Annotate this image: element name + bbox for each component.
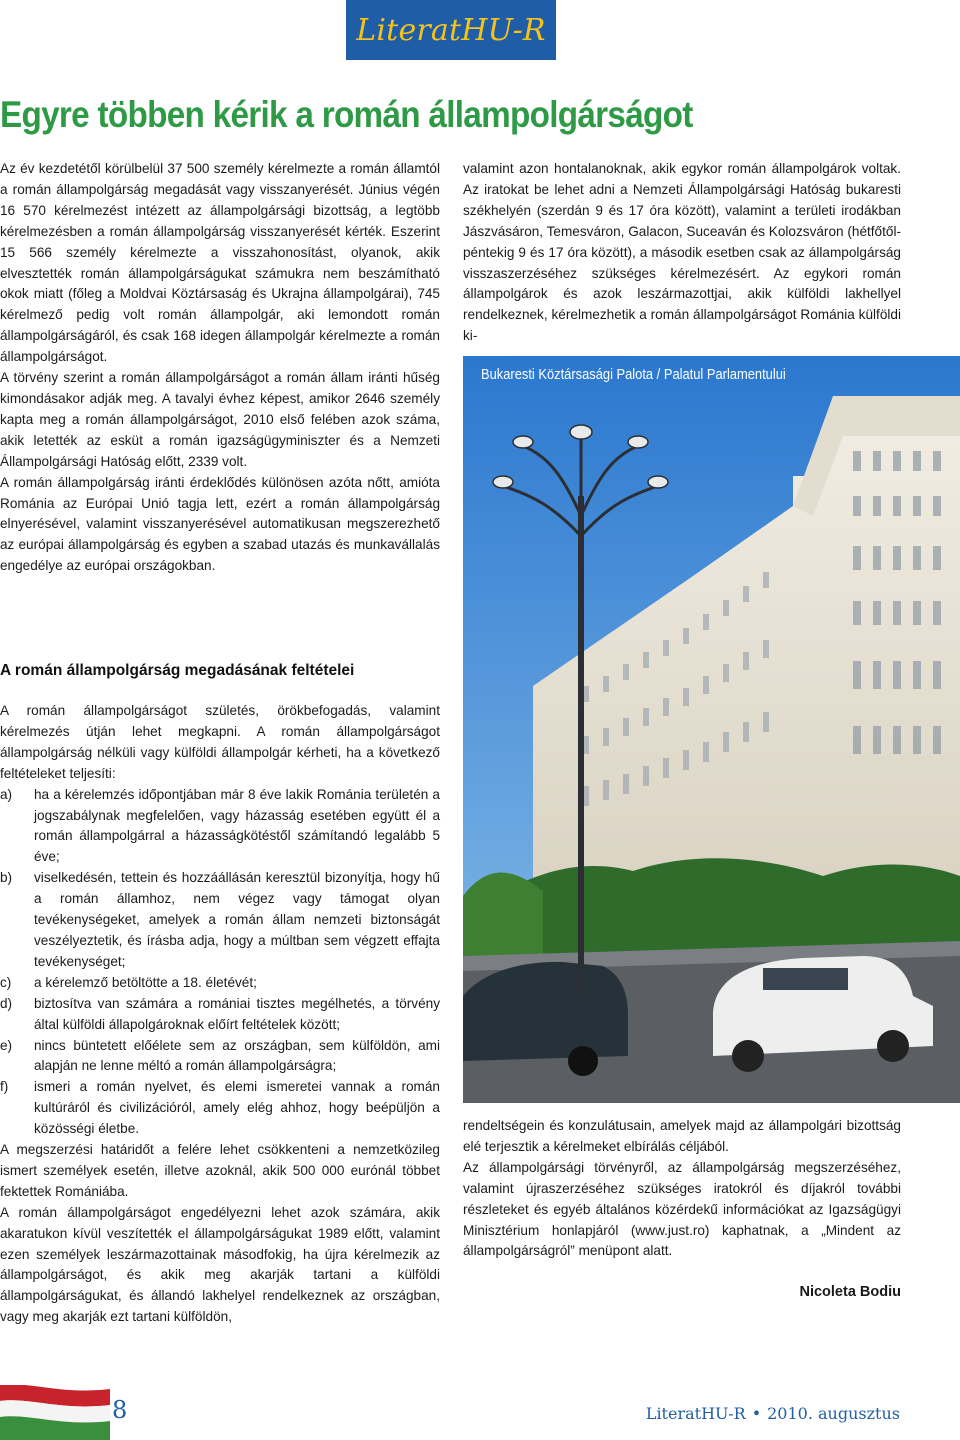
- body-paragraph: A román állampolgárságot születés, örökbefogadás, valamint kérelmezés útján lehet megkapni. A román állampolgárságot állampolgárság nélküli vagy külföldi állampolgár kérheti, ha a következő feltételeket teljesíti:: [0, 703, 440, 781]
- condition-text: biztosítva van számára a romániai tisztes megélhetés, a törvény által külföldi állapolgároknak előírt feltételek között;: [34, 995, 440, 1032]
- condition-text: a kérelemző betöltötte a 18. életévét;: [34, 974, 257, 990]
- condition-text: nincs büntetett előélete sem az országban, sem külföldön, ami alapján ne lenne méltó a román állampolgárságra;: [34, 1037, 440, 1074]
- page-number: 8: [112, 1396, 128, 1424]
- condition-item: [0, 994, 440, 1036]
- article-headline: Egyre többen kérik a román állampolgárságot: [0, 94, 693, 135]
- condition-item: [0, 1077, 440, 1140]
- condition-letter: f): [0, 1079, 9, 1095]
- condition-letter: e): [0, 1037, 13, 1053]
- left-column-top: [0, 159, 440, 577]
- footer-line: [646, 1404, 900, 1423]
- section-subheading: A román állampolgárság megadásának feltételei: [0, 662, 355, 679]
- left-column-bottom: [0, 701, 440, 1328]
- condition-letter: b): [0, 870, 13, 886]
- body-paragraph: rendeltségein és konzulátusain, amelyek majd az állampolgári bizottság elé terjesztik a kérelmeket elbírálás céljából.: [463, 1118, 901, 1154]
- right-column-bottom: [463, 1116, 901, 1262]
- body-paragraph: A román állampolgárságot engedélyezni lehet azok számára, akik akaratukon kívül veszítették el állampolgárságukat 1989 előtt, valamint ezen személyek leszármazottainak másodfokig, ha újra kérelmezik az állampolgárságot, és akik meg akarják tartani a külföldi állampolgárságukat, és állandó lakhelyel rendelkeznek az országban, vagy meg akarják ezt tartani külföldön,: [0, 1204, 440, 1325]
- condition-item: [0, 1036, 440, 1078]
- condition-item: [0, 868, 440, 973]
- condition-item: [0, 973, 440, 994]
- hungarian-flag-icon: [0, 1385, 110, 1440]
- condition-item: [0, 785, 440, 869]
- body-paragraph: A román állampolgárság iránti érdeklődés különösen azóta nőtt, amióta Románia az Európai Unió tagja lett, ezért a román állampolgárság elnyerésével, valamint visszanyerésével automatikusan megszerezhető az európai állampolgárság és egyben a szabad utazás és munkavállalás engedélye az európai országokban.: [0, 474, 440, 574]
- condition-text: ha a kérelemzés időpontjában már 8 éve lakik Románia területén a jogszabálynak megfelelően, vagy házasság esetében együtt él a román állampolgárral a házasságkötéstől számítandó legalább 5 éve;: [34, 786, 440, 865]
- photo-illustration: [463, 356, 960, 1103]
- condition-letter: a): [0, 786, 13, 802]
- footer-publication: LiteratHU-R: [645, 1404, 746, 1423]
- footer-issue: 2010. augusztus: [767, 1404, 900, 1423]
- photo-caption: Bukaresti Köztársasági Palota / Palatul Parlamentului: [481, 366, 786, 383]
- parliament-palace-photo: [463, 356, 960, 1103]
- masthead-logo: [346, 0, 556, 60]
- body-paragraph: valamint azon hontalanoknak, akik egykor román állampolgárok voltak. Az iratokat be lehet adni a Nemzeti Állampolgársági Hatóság bukaresti székhelyén (szerdán 9 és 17 óra között), valamint a területi irodákban Jászvásáron, Temesváron, Galacon, Suceaván és Kolozsváron (hétfőtől-péntekig 9 és 17 óra között), a második esetben csak az állampolgárság visszaszerzéséhez szükséges kérelmezésért. Az egykori román állampolgárok és azok leszármazottjai, akik külföldi lakhellyel rendelkeznek, kérelmezhetik a román állampolgárságot Románia külföldi ki-: [463, 161, 901, 344]
- condition-letter: d): [0, 995, 13, 1011]
- bullet-separator: •: [751, 1404, 762, 1423]
- body-paragraph: Az év kezdetétől körülbelül 37 500 személy kérelmezte a román államtól a román állampolgárság megadását vagy visszanyerését. Június végén 16 570 kérelmezést intézett az állampolgársági bizottság, a legtöbb kérelmezésben a román állampolgárság visszanyerését kérték. Eszerint 15 566 személy kérelmezte a visszahonosítást, olyanok, akik elvesztették román állampolgárságukat számukra nem beszámítható okok miatt (főleg a Moldvai Köztársaság és Ukrajna állampolgárai), 745 kérelmező pedig volt román állampolgár, aki lemondott román állampolgárságáról, és csak 168 idegen állampolgár kérelmezte a román állampolgárságot.: [0, 161, 440, 365]
- right-column-top: [463, 159, 901, 347]
- condition-letter: c): [0, 974, 12, 990]
- body-paragraph: A törvény szerint a román állampolgárságot a román állam iránti hűség kimondásakor adják meg. A tavalyi évhez képest, amikor 2646 személy kapta meg a román állampolgárságot, 2010 első felében azok száma, akik letették az esküt a román igazságügyminiszter és a Nemzeti Állampolgársági Hatóság előtt, 2339 volt.: [0, 370, 440, 469]
- body-paragraph: Az állampolgársági törvényről, az állampolgárság megszerzéséhez, valamint újraszerzéséhez szükséges iratokról és díjakról további részleteket és egyéb általános közérdekű információkat az Igazságügyi Minisztérium honlapjáról (www.just.ro) kaphatnak, a „Mindent az állampolgárságról” menüpont alatt.: [463, 1159, 901, 1259]
- author-name: Nicoleta Bodiu: [799, 1284, 901, 1300]
- masthead-title: LiteratHU-R: [356, 12, 546, 48]
- condition-text: ismeri a román nyelvet, és elemi ismeretei vannak a román kultúráról és civilizációról, amely elég ahhoz, hogy beépüljön a közösségi életbe.: [34, 1079, 440, 1137]
- condition-text: viselkedésén, tettein és hozzáállásán keresztül bizonyítja, hogy hű a román államhoz, nem végez vagy támogat olyan tevékenységeket, amelyek a román állam nemzeti biztonságát veszélyeztetik, és írásba adja, hogy a múltban sem végzett effajta tevékenységet;: [34, 870, 440, 969]
- body-paragraph: A megszerzési határidőt a felére lehet csökkenteni a nemzetközileg ismert személyek esetén, illetve azoknál, akik 500 000 eurónál többet fektettek Romániába.: [0, 1142, 440, 1199]
